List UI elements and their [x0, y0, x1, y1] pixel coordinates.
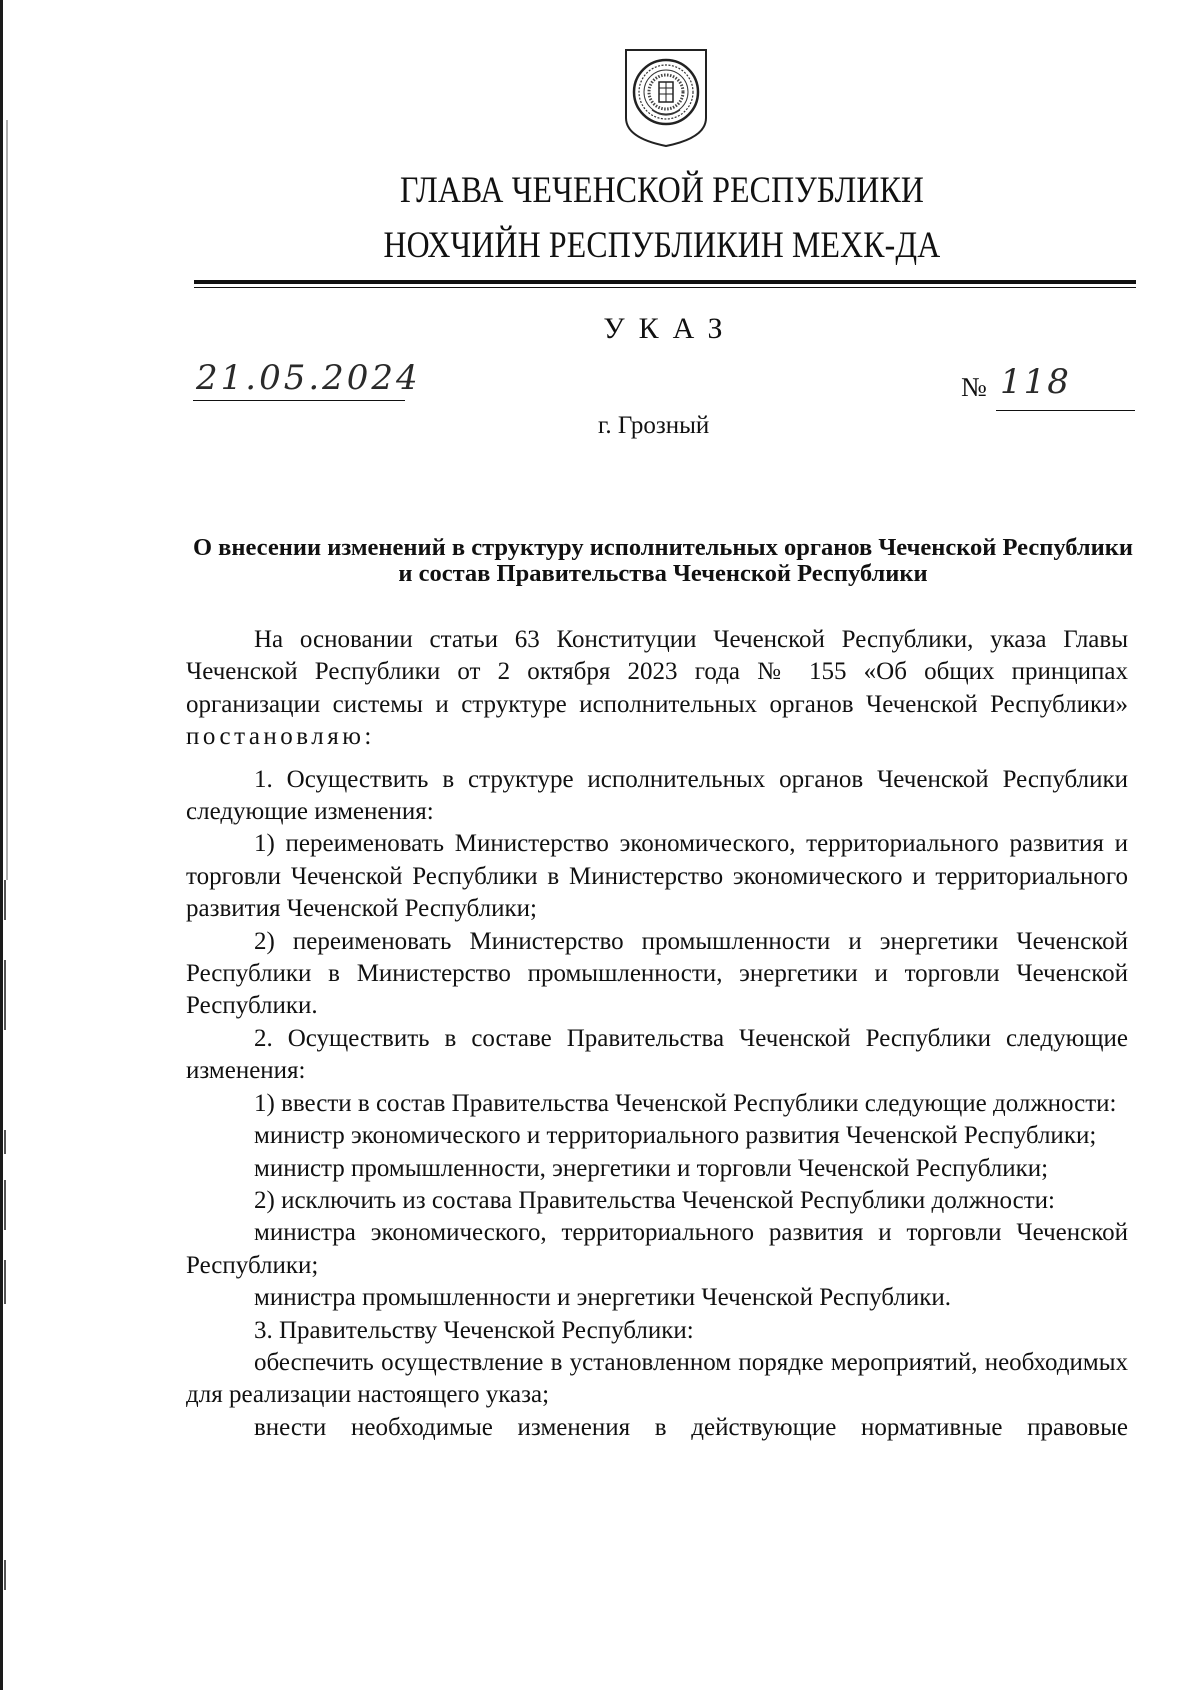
date-underline [193, 400, 405, 401]
header-rule [194, 280, 1136, 284]
scan-artifact [4, 1260, 6, 1304]
document-type: УКАЗ [603, 312, 737, 345]
scan-artifact [4, 1130, 6, 1154]
body-paragraph: обеспечить осуществление в установленном порядке мероприятий, необходимых для реализации настоящего указа; [186, 1348, 1128, 1409]
scan-artifact [4, 880, 6, 920]
body-paragraph: министр промышленности, энергетики и торговли Чеченской Республики; [254, 1154, 1049, 1182]
body-paragraph: 1) ввести в состав Правительства Чеченской Республики следующие должности: [254, 1089, 1117, 1117]
decree-date: 21.05.2024 [196, 358, 421, 398]
body-paragraph: министра промышленности и энергетики Чеченской Республики. [254, 1284, 951, 1312]
decree-number: 118 [1000, 362, 1071, 402]
scan-artifact [4, 1560, 6, 1590]
body-paragraph: 2) переименовать Министерство промышленности и энергетики Чеченской Республики в Министерство промышленности, энергетики и торговли Чеченской Республики. [186, 927, 1128, 1020]
number-underline [996, 410, 1135, 411]
preamble-text: На основании статьи 63 Конституции Чеченской Республики, указа Главы Чеченской Республики от 2 октября 2023 года № 155 «Об общих принципах организации системы и структуре исполнительных органов Чеченской Республики» [186, 626, 1128, 718]
scan-edge [0, 0, 3, 1690]
body-paragraph: 2) исключить из состава Правительства Чеченской Республики должности: [254, 1186, 1055, 1214]
decree-body [186, 624, 1128, 1444]
resolve-word: постановляю: [186, 723, 375, 751]
scan-edge-shadow [6, 120, 8, 880]
coat-of-arms-icon [622, 48, 710, 148]
scan-artifact [4, 1180, 6, 1230]
decree-subject: О внесении изменений в структуру исполнительных органов Чеченской Республики и состав Правительства Чеченской Республики [192, 534, 1134, 587]
body-paragraph: 2. Осуществить в составе Правительства Чеченской Республики следующие изменения: [186, 1024, 1128, 1085]
body-paragraph: 1. Осуществить в структуре исполнительных органов Чеченской Республики следующие изменения: [186, 765, 1128, 826]
body-paragraph: 3. Правительству Чеченской Республики: [254, 1316, 694, 1344]
header-rule-thin [194, 287, 1136, 288]
scan-artifact [4, 960, 6, 1030]
preamble-paragraph [186, 624, 1128, 754]
number-sign: № [961, 372, 987, 402]
issuer-title-chechen: НОХЧИЙН РЕСПУБЛИКИН МЕХК-ДА [383, 225, 941, 266]
issue-city: г. Грозный [598, 412, 710, 439]
issuer-title-russian: ГЛАВА ЧЕЧЕНСКОЙ РЕСПУБЛИКИ [399, 170, 925, 211]
body-paragraph: 1) переименовать Министерство экономического, территориального развития и торговли Чеченской Республики в Министерство экономического и территориального развития Чеченской Республики; [186, 830, 1128, 923]
body-paragraph: министра экономического, территориального развития и торговли Чеченской Республики; [186, 1219, 1128, 1279]
body-paragraph: внести необходимые изменения в действующие нормативные правовые [254, 1413, 1128, 1441]
body-paragraph: министр экономического и территориального развития Чеченской Республики; [254, 1122, 1097, 1150]
